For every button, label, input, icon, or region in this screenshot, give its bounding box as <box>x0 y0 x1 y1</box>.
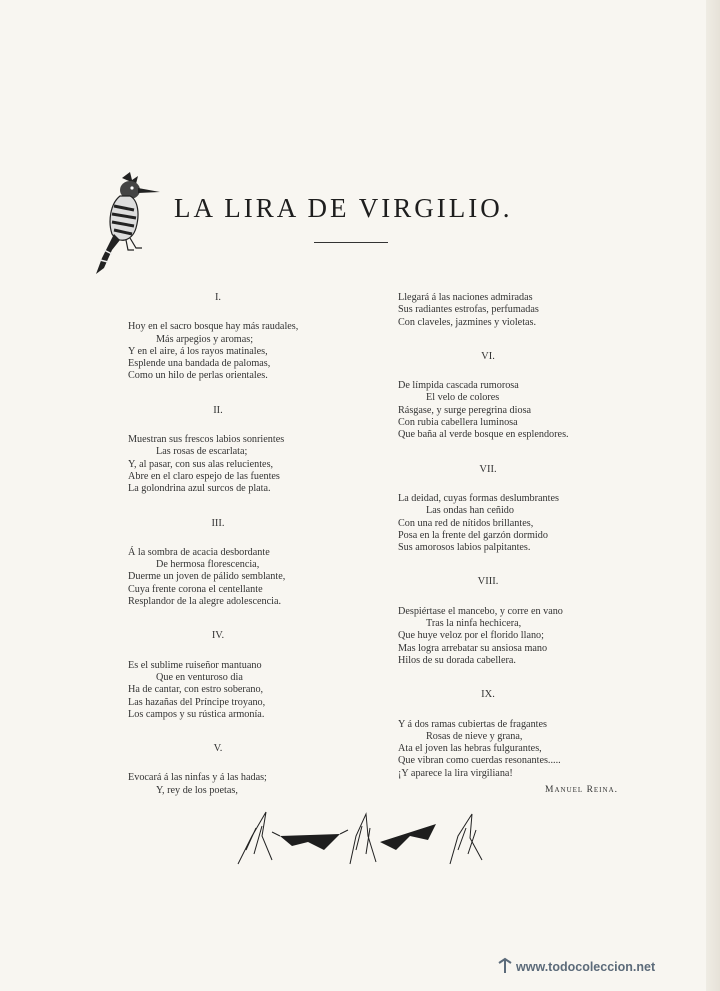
stanza-number: I. <box>214 292 222 303</box>
verse-line: Los campos y su rústica armonía. <box>128 708 265 720</box>
verse-line: Rásgase, y surge peregrina diosa <box>398 404 532 416</box>
verse-line: Y en el aire, á los rayos matinales, <box>128 345 268 357</box>
verse-line: Con rubia cabellera luminosa <box>398 417 518 429</box>
verse-line: Las hazañas del Príncipe troyano, <box>128 696 266 708</box>
poem-title: LA LIRA DE VIRGILIO. <box>174 193 513 223</box>
verse-line: Tras la ninfa hechicera, <box>426 618 522 630</box>
verse-line: Es el sublime ruiseñor mantuano <box>128 659 262 671</box>
verse-line: Resplandor de la alegre adolescencia. <box>128 596 282 608</box>
verse-line: Cuya frente corona el centellante <box>128 583 263 595</box>
verse-line: Duerme un joven de pálido semblante, <box>128 571 286 583</box>
todocoleccion-logo-icon <box>497 957 513 975</box>
left-column <box>128 292 328 797</box>
verse-line: Ata el joven las hebras fulgurantes, <box>398 743 542 755</box>
verse-line: El velo de colores <box>426 392 500 404</box>
verse-line: La golondrina azul surcos de plata. <box>128 483 271 495</box>
verse-line: Despiértase el mancebo, y corre en vano <box>398 605 563 617</box>
author-signature: Manuel Reina. <box>545 785 618 796</box>
verse-line: Abre en el claro espejo de las fuentes <box>128 470 280 482</box>
verse-line: Esplende una bandada de palomas, <box>128 358 271 370</box>
verse-line: Que baña al verde bosque en esplendores. <box>398 429 569 441</box>
verse-line: Las rosas de escarlata; <box>156 446 248 458</box>
verse-line: Ha de cantar, con estro soberano, <box>128 684 264 696</box>
verse-line: Llegará á las naciones admiradas <box>398 292 533 303</box>
verse-line: Mas logra arrebatar su ansiosa mano <box>398 642 548 654</box>
verse-line: Más arpegios y aromas; <box>156 333 254 345</box>
title-divider <box>314 242 388 243</box>
verse-line: Rosas de nieve y grana, <box>426 730 523 742</box>
verse-line: Muestran sus frescos labios sonrientes <box>128 434 285 446</box>
verse-line: Y, al pasar, con sus alas relucientes, <box>128 458 274 470</box>
swallows-ornament <box>232 806 488 870</box>
verse-line: De límpida cascada rumorosa <box>398 380 519 392</box>
verse-line: Sus radiantes estrofas, perfumadas <box>398 304 539 316</box>
stanza-number: VI. <box>481 350 495 362</box>
verse-line: Como un hilo de perlas orientales. <box>128 370 268 382</box>
watermark-text: www.todocoleccion.net <box>516 960 656 974</box>
stanza-number: VII. <box>479 463 497 475</box>
verse-line: Hoy en el sacro bosque hay más raudales, <box>128 321 299 333</box>
stanza-number: II. <box>213 404 223 416</box>
right-column <box>398 292 618 796</box>
verse-line: La deidad, cuyas formas deslumbrantes <box>398 492 559 504</box>
verse-line: Sus amorosos labios palpitantes. <box>398 542 531 554</box>
stanza-number: IX. <box>481 689 495 701</box>
verse-line: Con una red de nítidos brillantes, <box>398 517 534 529</box>
verse-line: Hilos de su dorada cabellera. <box>398 654 516 666</box>
stanza-number: IV. <box>211 630 225 642</box>
verse-line: Con claveles, jazmines y violetas. <box>398 316 537 328</box>
verse-line: Y, rey de los poetas, <box>156 784 238 796</box>
verse-line: Á la sombra de acacia desbordante <box>128 546 270 558</box>
page-edge <box>706 0 720 991</box>
verse-line: Que huye veloz por el florido llano; <box>398 630 544 642</box>
stanza-number: III. <box>211 517 225 529</box>
verse-line: De hermosa florescencia, <box>156 559 260 571</box>
verse-line: Que en venturoso dia <box>156 671 243 683</box>
hoopoe-bird-illustration <box>92 170 164 278</box>
verse-line: Evocará á las ninfas y á las hadas; <box>128 772 267 784</box>
stanza-number: V. <box>213 743 223 755</box>
verse-line: Que vibran como cuerdas resonantes..... <box>398 755 561 767</box>
verse-line: Posa en la frente del garzón dormido <box>398 529 548 541</box>
verse-line: Y á dos ramas cubiertas de fragantes <box>398 718 547 730</box>
stanza-number: VIII. <box>477 576 499 588</box>
verse-line: Las ondas han ceñido <box>426 505 514 517</box>
verse-line: ¡Y aparece la lira virgiliana! <box>398 767 513 779</box>
